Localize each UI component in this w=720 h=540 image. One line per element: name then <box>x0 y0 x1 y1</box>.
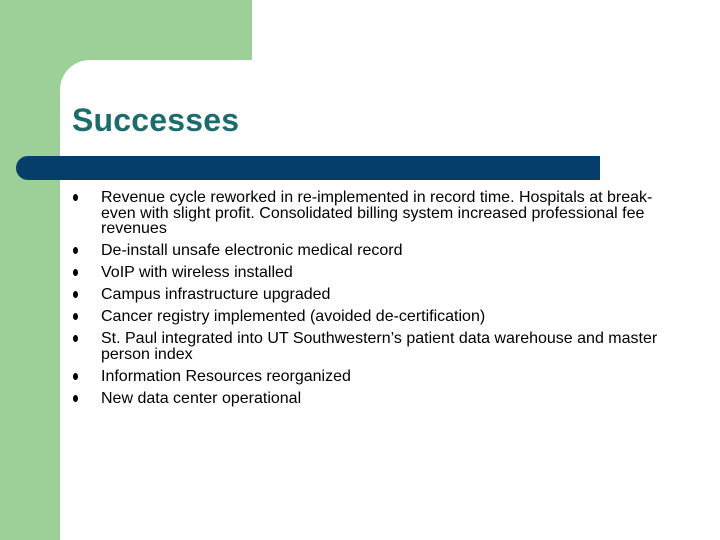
small-dot-icon <box>73 335 78 342</box>
bullet-item <box>72 331 672 362</box>
small-dot-icon <box>73 269 78 276</box>
small-dot-icon <box>73 291 78 298</box>
small-dot-icon <box>73 395 78 402</box>
bullet-text: Campus infrastructure upgraded <box>101 286 331 304</box>
bullet-text: Cancer registry implemented (avoided de-certification) <box>101 308 486 326</box>
bullet-item <box>72 287 672 303</box>
small-dot-icon <box>73 247 78 254</box>
title-divider-bar <box>16 156 600 180</box>
bullet-text: VoIP with wireless installed <box>101 264 293 282</box>
bullet-item <box>72 391 672 407</box>
bullet-text: Information Resources reorganized <box>101 367 351 385</box>
slide-title: Successes <box>72 102 240 138</box>
bullet-item <box>72 309 672 325</box>
small-dot-icon <box>73 194 78 201</box>
bullet-text: New data center operational <box>101 389 302 407</box>
bullet-item <box>72 265 672 281</box>
bullet-text: Revenue cycle reworked in re-implemented in record time. Hospitals at break-even with slight profit. Consolidated billing system increased professional fee revenues <box>101 189 653 238</box>
bullet-item <box>72 243 672 259</box>
bullet-item <box>72 190 672 237</box>
small-dot-icon <box>73 313 78 320</box>
bullet-text: De-install unsafe electronic medical record <box>101 242 403 260</box>
bullet-list <box>72 190 672 413</box>
small-dot-icon <box>73 373 78 380</box>
bullet-item <box>72 369 672 385</box>
bullet-text: St. Paul integrated into UT Southwestern’s patient data warehouse and master person index <box>101 330 658 363</box>
